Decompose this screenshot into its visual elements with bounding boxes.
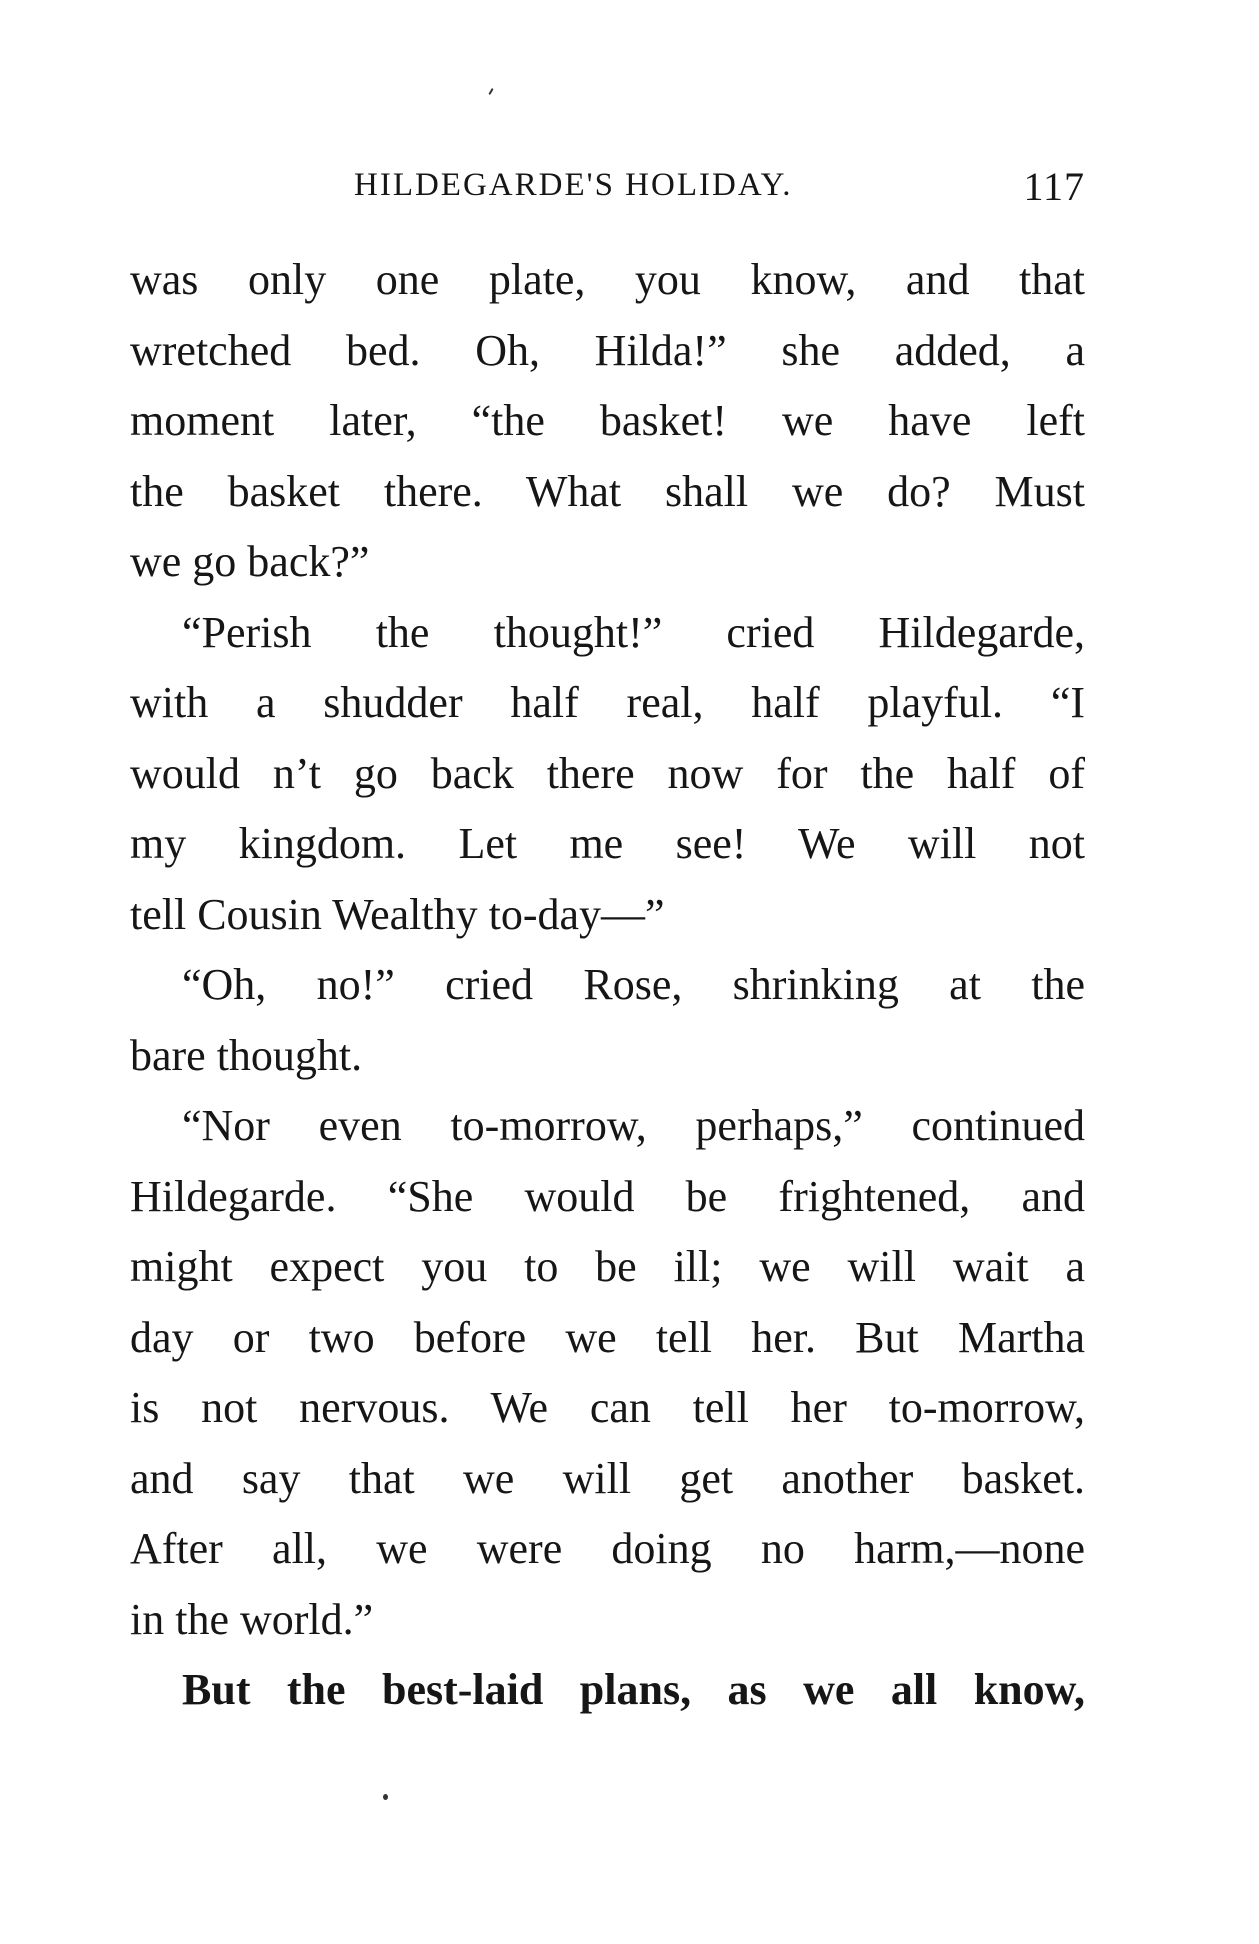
- text-line: Hildegarde. “She would be frightened, and: [130, 1171, 1085, 1221]
- running-header: [130, 163, 1085, 213]
- text-line: was only one plate, you know, and that: [130, 255, 1085, 304]
- page-number: 117: [1023, 164, 1085, 209]
- text-line: with a shudder half real, half playful. “I: [130, 678, 1085, 727]
- text-line: “Perish the thought!” cried Hildegarde,: [182, 607, 1085, 657]
- text-line: moment later, “the basket! we have left: [130, 396, 1085, 445]
- text-line: and say that we will get another basket.: [130, 1453, 1085, 1503]
- text-line: But the best-laid plans, as we all know,: [182, 1665, 1085, 1714]
- text-line: is not nervous. We can tell her to-morrow,: [130, 1383, 1085, 1432]
- text-line: wretched bed. Oh, Hilda!” she added, a: [130, 325, 1085, 375]
- text-line: day or two before we tell her. But Martha: [130, 1312, 1085, 1362]
- text-line: After all, we were doing no harm,—none: [130, 1524, 1085, 1573]
- running-title: HILDEGARDE'S HOLIDAY.: [354, 167, 793, 203]
- text-line: “Oh, no!” cried Rose, shrinking at the: [182, 960, 1085, 1009]
- text-line: might expect you to be ill; we will wait a: [130, 1242, 1085, 1291]
- text-line: “Nor even to-morrow, perhaps,” continued: [182, 1101, 1085, 1150]
- text-line: bare thought.: [130, 1030, 363, 1080]
- text-line: we go back?”: [130, 537, 370, 586]
- ink-speck: [383, 1794, 388, 1800]
- text-line: tell Cousin Wealthy to-day—”: [130, 889, 665, 939]
- text-line: my kingdom. Let me see! We will not: [130, 819, 1085, 868]
- text-line: would n’t go back there now for the half of: [130, 748, 1085, 798]
- body-text: [130, 245, 1085, 1726]
- text-line: in the world.”: [130, 1594, 374, 1644]
- ink-speck: [488, 88, 493, 95]
- text-line: the basket there. What shall we do? Must: [130, 466, 1085, 516]
